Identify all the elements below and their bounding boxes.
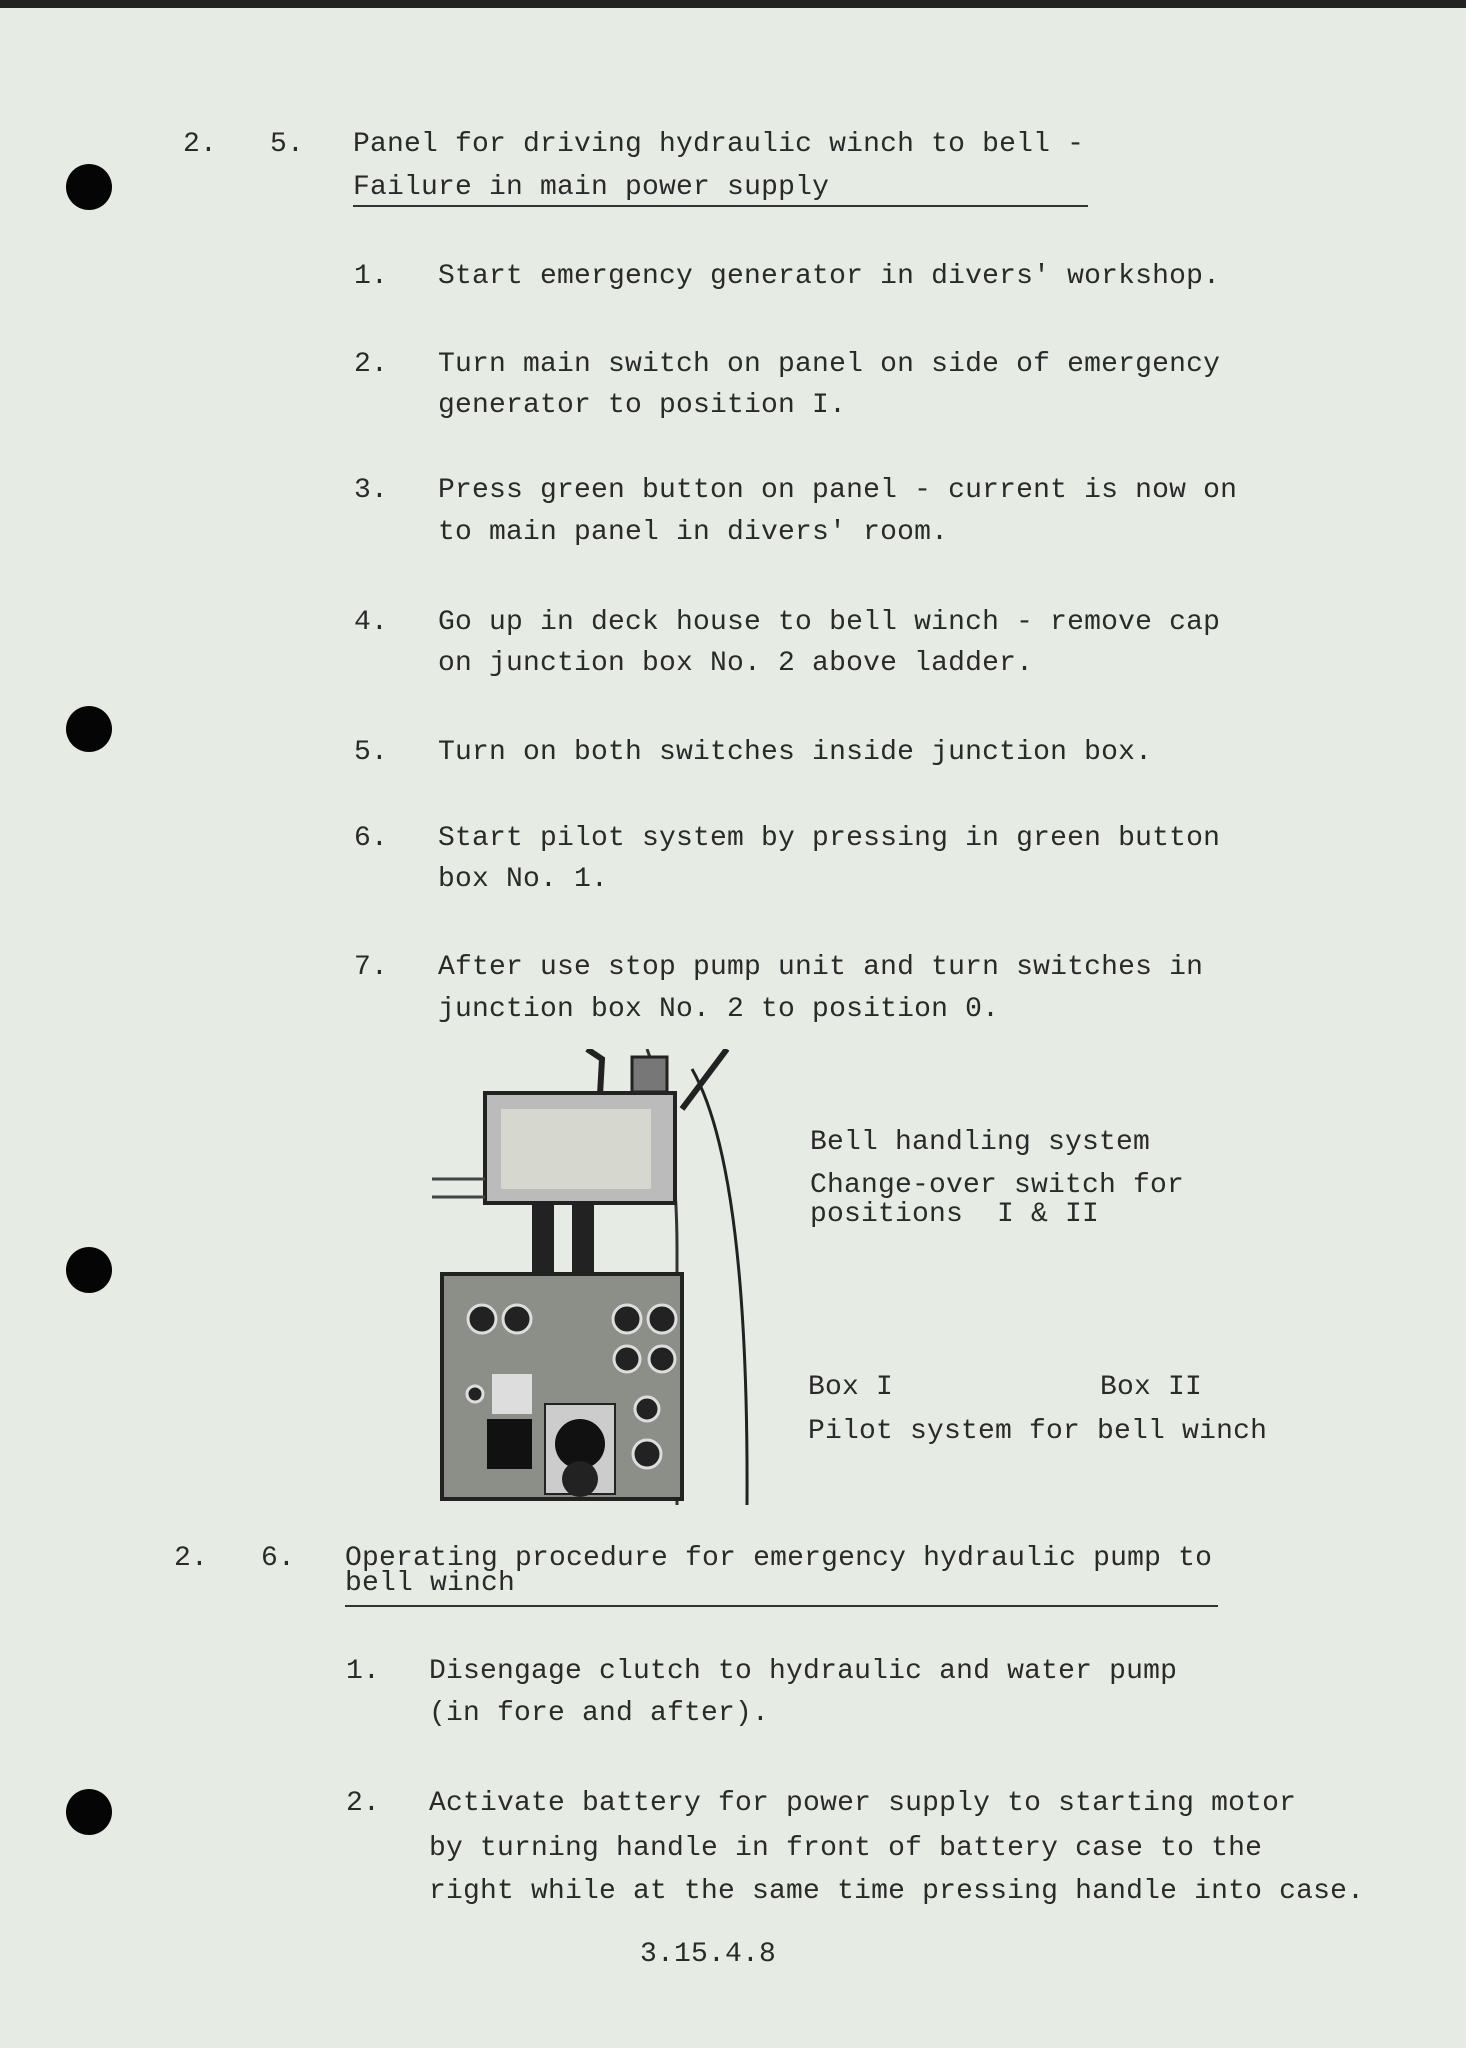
section-title-line2: Failure in main power supply [353, 172, 830, 203]
item-text: Start pilot system by pressing in green button [438, 823, 1221, 854]
caption-bell-handling: Bell handling system [810, 1127, 1151, 1158]
section-number: 2. [183, 129, 218, 160]
item-text: (in fore and after). [429, 1698, 770, 1729]
item-text: Turn main switch on panel on side of emergency [438, 349, 1221, 380]
item-text: on junction box No. 2 above ladder. [438, 648, 1034, 679]
section-number: 2. [174, 1543, 209, 1574]
item-text: Press green button on panel - current is now on [438, 475, 1238, 506]
item-text: box No. 1. [438, 864, 609, 895]
item-text: right while at the same time pressing handle into case. [429, 1876, 1365, 1907]
section-title: Operating procedure for emergency hydraulic pump to [345, 1543, 1213, 1574]
subsection-number: 6. [261, 1543, 296, 1574]
title-underline [353, 205, 1088, 207]
item-number: 5. [354, 737, 389, 768]
page-number: 3.15.4.8 [640, 1939, 777, 1970]
item-text: Disengage clutch to hydraulic and water pump [429, 1656, 1178, 1687]
subsection-number: 5. [270, 129, 305, 160]
punch-hole [66, 1247, 112, 1293]
title-underline [345, 1605, 1218, 1607]
item-number: 3. [354, 475, 389, 506]
item-number: 7. [354, 952, 389, 983]
item-number: 1. [354, 261, 389, 292]
caption-box-1: Box I [808, 1372, 894, 1403]
section-title-line2: bell winch [345, 1568, 516, 1599]
item-text: Go up in deck house to bell winch - remove cap [438, 607, 1221, 638]
item-number: 4. [354, 607, 389, 638]
item-number: 2. [346, 1788, 381, 1819]
item-number: 1. [346, 1656, 381, 1687]
caption-changeover: Change-over switch for [810, 1170, 1185, 1201]
item-text: to main panel in divers' room. [438, 517, 949, 548]
item-text: junction box No. 2 to position 0. [438, 994, 1000, 1025]
item-text: Start emergency generator in divers' workshop. [438, 261, 1221, 292]
item-text: After use stop pump unit and turn switches in [438, 952, 1204, 983]
caption-box-2: Box II [1100, 1372, 1203, 1403]
item-number: 2. [354, 349, 389, 380]
item-number: 6. [354, 823, 389, 854]
control-panel-photo [427, 1049, 764, 1505]
item-text: by turning handle in front of battery case to the [429, 1833, 1263, 1864]
punch-hole [66, 164, 112, 210]
item-text: Turn on both switches inside junction box. [438, 737, 1153, 768]
caption-positions: positions I & II [810, 1199, 1100, 1230]
punch-hole [66, 706, 112, 752]
section-title: Panel for driving hydraulic winch to bell - [353, 129, 1085, 160]
scan-edge [0, 0, 1466, 8]
punch-hole [66, 1789, 112, 1835]
item-text: Activate battery for power supply to starting motor [429, 1788, 1297, 1819]
caption-pilot-system: Pilot system for bell winch [808, 1416, 1268, 1447]
item-text: generator to position I. [438, 390, 847, 421]
